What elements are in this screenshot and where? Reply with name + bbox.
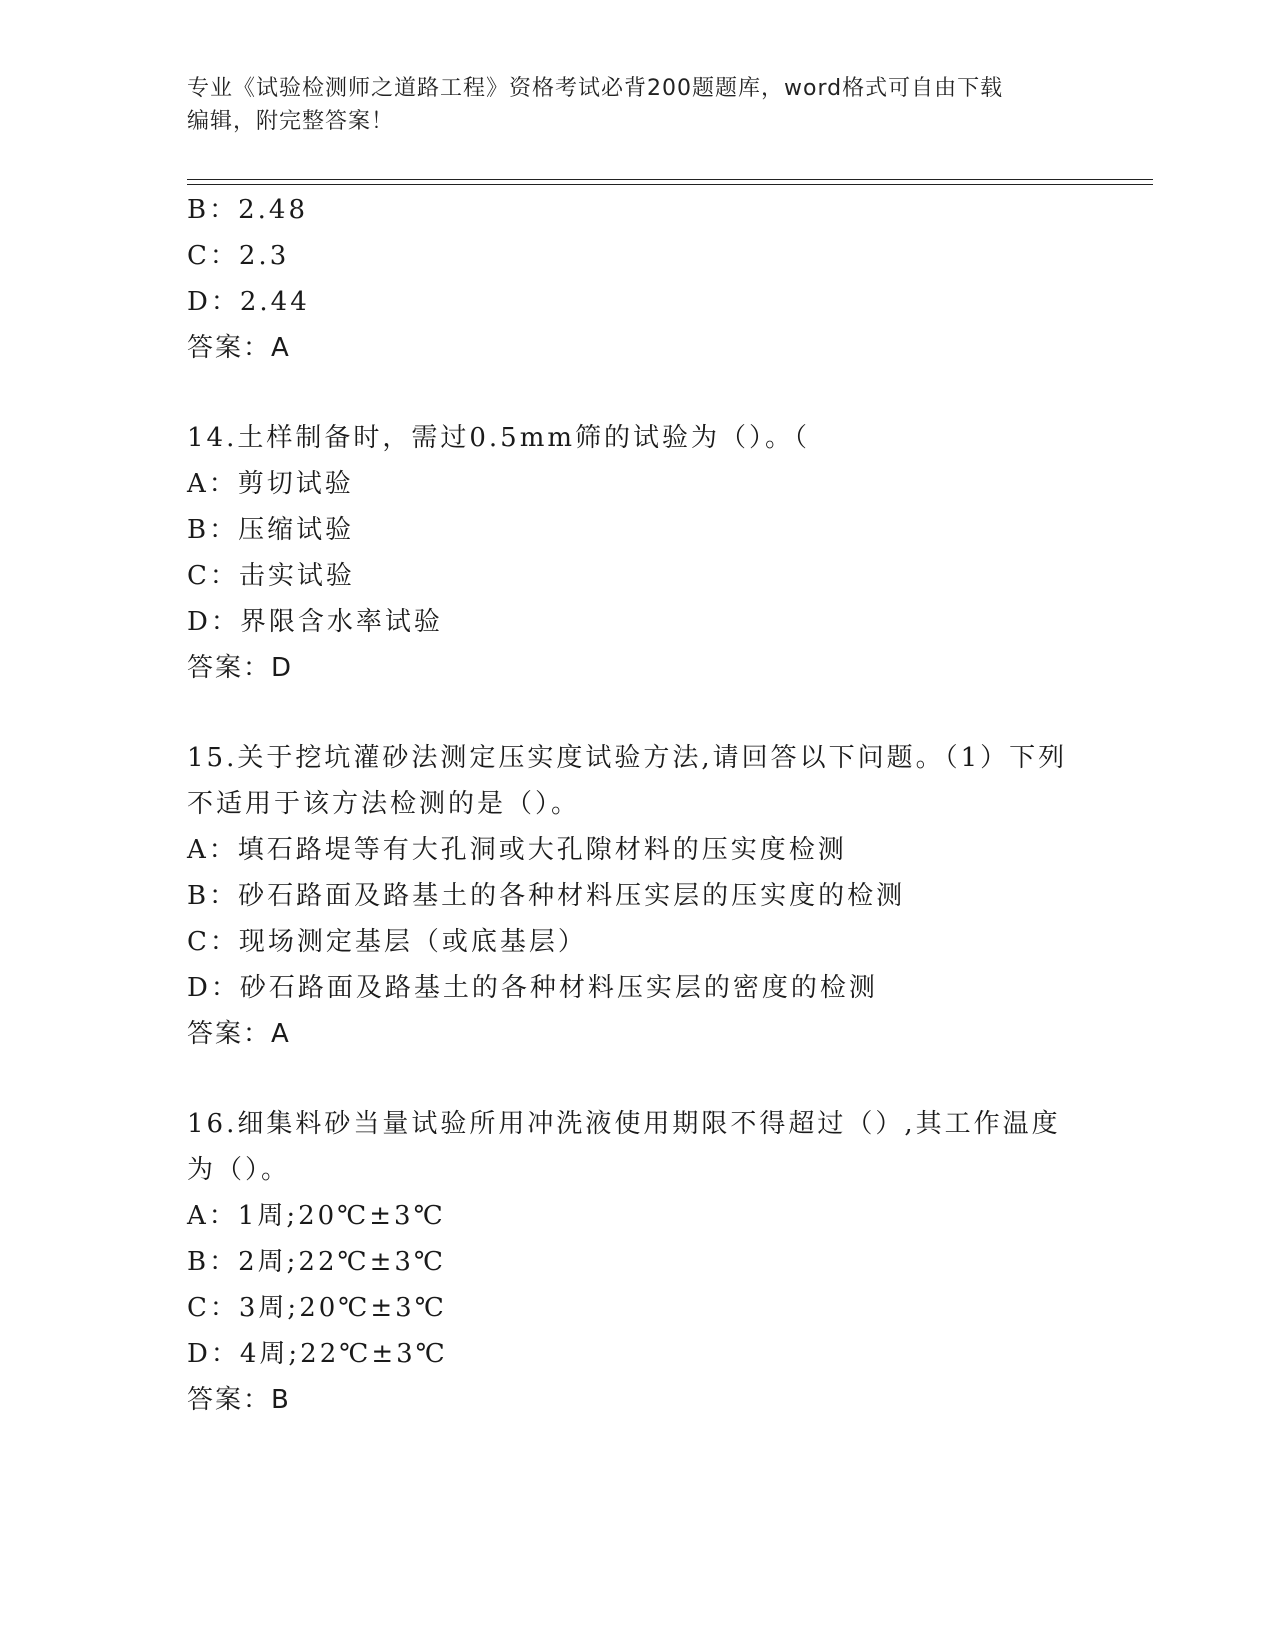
option-a: A：剪切试验 [187,469,354,499]
spacer [187,691,1147,735]
option-d: D：界限含水率试验 [187,607,443,637]
document-header [187,72,1087,138]
question-stem-line-2: 为（）。 [187,1155,291,1185]
option-c: C：击实试验 [187,561,355,591]
document-body [187,187,1147,1423]
option-c: C：2.3 [187,241,290,271]
answer: 答案：A [187,333,291,363]
option-d: D：砂石路面及路基土的各种材料压实层的密度的检测 [187,973,878,1003]
spacer [187,1057,1147,1101]
option-d: D：4周;22℃±3℃ [187,1339,448,1369]
option-c: C：3周;20℃±3℃ [187,1293,447,1323]
question-stem-line-2: 不适用于该方法检测的是（）。 [187,789,581,819]
question-13-tail [187,187,1147,371]
answer: 答案：D [187,653,294,683]
answer: 答案：B [187,1385,291,1415]
option-a: A：1周;20℃±3℃ [187,1201,446,1231]
header-rule-bottom [187,184,1153,185]
option-b: B：2周;22℃±3℃ [187,1247,446,1277]
header-line-1: 专业《试验检测师之道路工程》资格考试必背200题题库，word格式可自由下载 [187,76,1004,101]
question-stem: 14.土样制备时，需过0.5mm筛的试验为（）。（ [187,423,811,453]
question-stem-line-1: 16.细集料砂当量试验所用冲洗液使用期限不得超过（）,其工作温度 [187,1109,1061,1139]
header-line-2: 编辑，附完整答案！ [187,109,395,134]
option-b: B：2.48 [187,195,308,225]
spacer [187,371,1147,415]
question-15 [187,735,1147,1057]
question-stem-line-1: 15.关于挖坑灌砂法测定压实度试验方法,请回答以下问题。（1）下列 [187,743,1068,773]
header-rule-top [187,179,1153,180]
option-c: C：现场测定基层（或底基层） [187,927,587,957]
option-b: B：压缩试验 [187,515,355,545]
option-d: D：2.44 [187,287,310,317]
answer: 答案：A [187,1019,291,1049]
option-a: A：填石路堤等有大孔洞或大孔隙材料的压实度检测 [187,835,847,865]
option-b: B：砂石路面及路基土的各种材料压实层的压实度的检测 [187,881,906,911]
question-14 [187,415,1147,691]
question-16 [187,1101,1147,1423]
